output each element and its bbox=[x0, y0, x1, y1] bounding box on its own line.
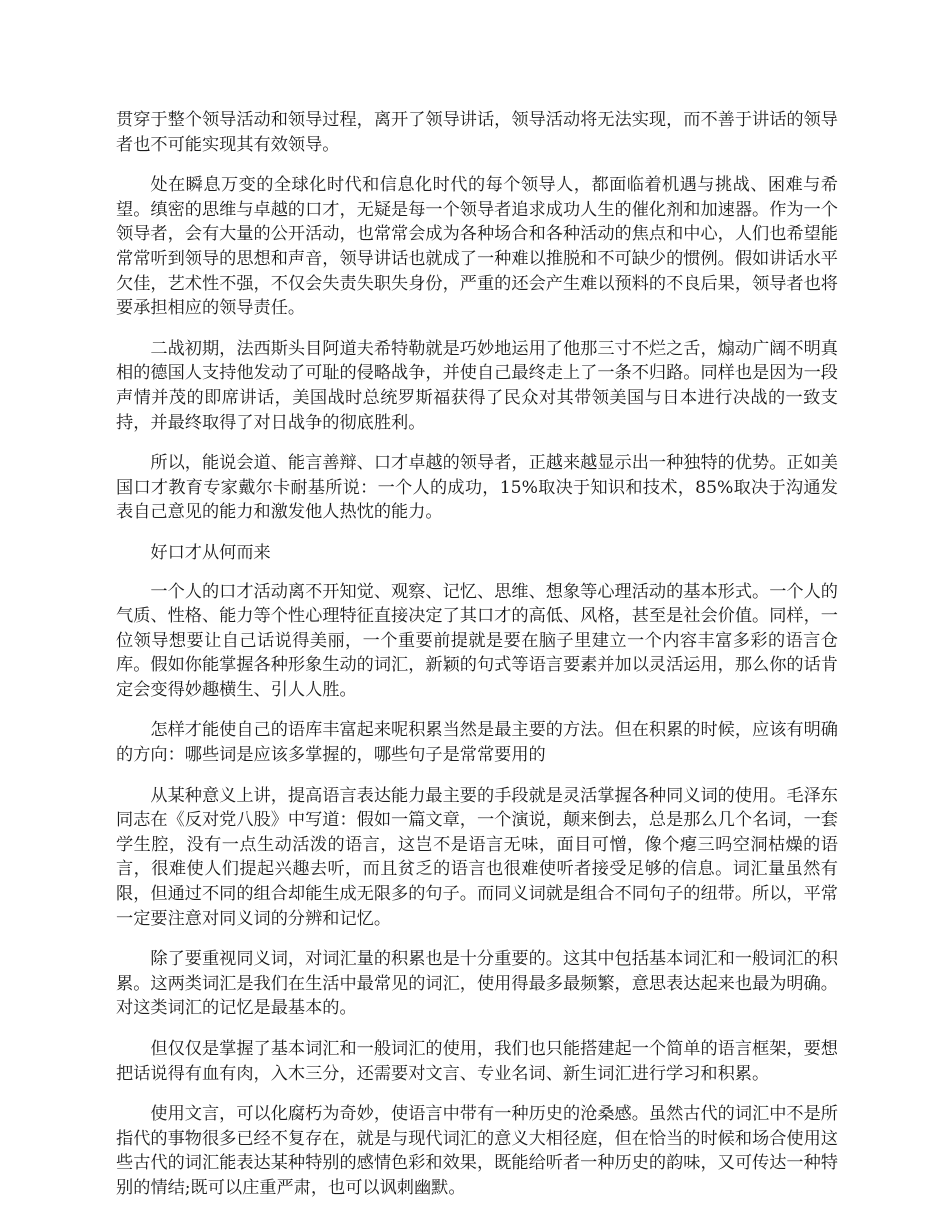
document-body bbox=[116, 108, 838, 1217]
section-heading: 好口才从何而来 bbox=[150, 542, 271, 563]
paragraph-2: 处在瞬息万变的全球化时代和信息化时代的每个领导人，都面临着机遇与挑战、困难与希望。缜密的思维与卓越的口才，无疑是每一个领导者追求成功人生的催化剂和加速器。作为一个领导者，会有大量的公开活动，也常常会成为各种场合和各种活动的焦点和中心，人们也希望能常常听到领导的思想和声音，领导讲话也就成了一种难以推脱和不可缺少的惯例。假如讲话水平欠佳，艺术性不强，不仅会失责失职失身份，严重的还会产生难以预料的不良后果，领导者也将要承担相应的领导责任。 bbox=[116, 175, 838, 319]
paragraph-4: 所以，能说会道、能言善辩、口才卓越的领导者，正越来越显示出一种独特的优势。正如美国口才教育专家戴尔卡耐基所说：一个人的成功，15%取决于知识和技术，85%取决于沟通发表自己意见的能力和激发他人热忱的能力。 bbox=[116, 453, 838, 523]
paragraph-10: 使用文言，可以化腐朽为奇妙，使语言中带有一种历史的沧桑感。虽然古代的词汇中不是所指代的事物很多已经不复存在，就是与现代词汇的意义大相径庭，但在恰当的时候和场合使用这些古代的词汇能表达某种特别的感情色彩和效果，既能给听者一种历史的韵味，又可传达一种特别的情结;既可以庄重严肃，也可以讽刺幽默。 bbox=[116, 1104, 838, 1198]
paragraph-9: 但仅仅是掌握了基本词汇和一般词汇的使用，我们也只能搭建起一个简单的语言框架，要想把话说得有血有肉，入木三分，还需要对文言、专业名词、新生词汇进行学习和积累。 bbox=[116, 1039, 838, 1084]
paragraph-5: 一个人的口才活动离不开知觉、观察、记忆、思维、想象等心理活动的基本形式。一个人的气质、性格、能力等个性心理特征直接决定了其口才的高低、风格，甚至是社会价值。同样，一位领导想要让自己话说得美丽，一个重要前提就是要在脑子里建立一个内容丰富多彩的语言仓库。假如你能掌握各种形象生动的词汇，新颖的句式等语言要素并加以灵活运用，那么你的话肯定会变得妙趣横生、引人人胜。 bbox=[116, 581, 838, 700]
paragraph-6: 怎样才能使自己的语库丰富起来呢积累当然是最主要的方法。但在积累的时候，应该有明确的方向：哪些词是应该多掌握的，哪些句子是常常要用的 bbox=[116, 720, 838, 766]
paragraph-7: 从某种意义上讲，提高语言表达能力最主要的手段就是灵活掌握各种同义词的使用。毛泽东同志在《反对党八股》中写道：假如一篇文章，一个演说，颠来倒去，总是那么几个名词，一套学生腔，没有一点生动活泼的语言，这岂不是语言无味，面目可憎，像个瘪三吗空洞枯燥的语言，很难使人们提起兴趣去听，而且贫乏的语言也很难使听者接受足够的信息。词汇量虽然有限，但通过不同的组合却能生成无限多的句子。而同义词就是组合不同句子的纽带。所以，平常一定要注意对同义词的分辨和记忆。 bbox=[116, 785, 838, 929]
paragraph-1: 贯穿于整个领导活动和领导过程，离开了领导讲话，领导活动将无法实现，而不善于讲话的领导者也不可能实现其有效领导。 bbox=[116, 110, 838, 155]
paragraph-8: 除了要重视同义词，对词汇量的积累也是十分重要的。这其中包括基本词汇和一般词汇的积累。这两类词汇是我们在生活中最常见的词汇，使用得最多最频繁，意思表达起来也最为明确。对这类词汇的记忆是最基本的。 bbox=[116, 949, 838, 1019]
paragraph-3: 二战初期，法西斯头目阿道夫希特勒就是巧妙地运用了他那三寸不烂之舌，煽动广阔不明真相的德国人支持他发动了可耻的侵略战争，并使自己最终走上了一条不归路。同样也是因为一段声情并茂的即席讲话，美国战时总统罗斯福获得了民众对其带领美国与日本进行决战的一致支持，并最终取得了对日战争的彻底胜利。 bbox=[116, 338, 838, 433]
